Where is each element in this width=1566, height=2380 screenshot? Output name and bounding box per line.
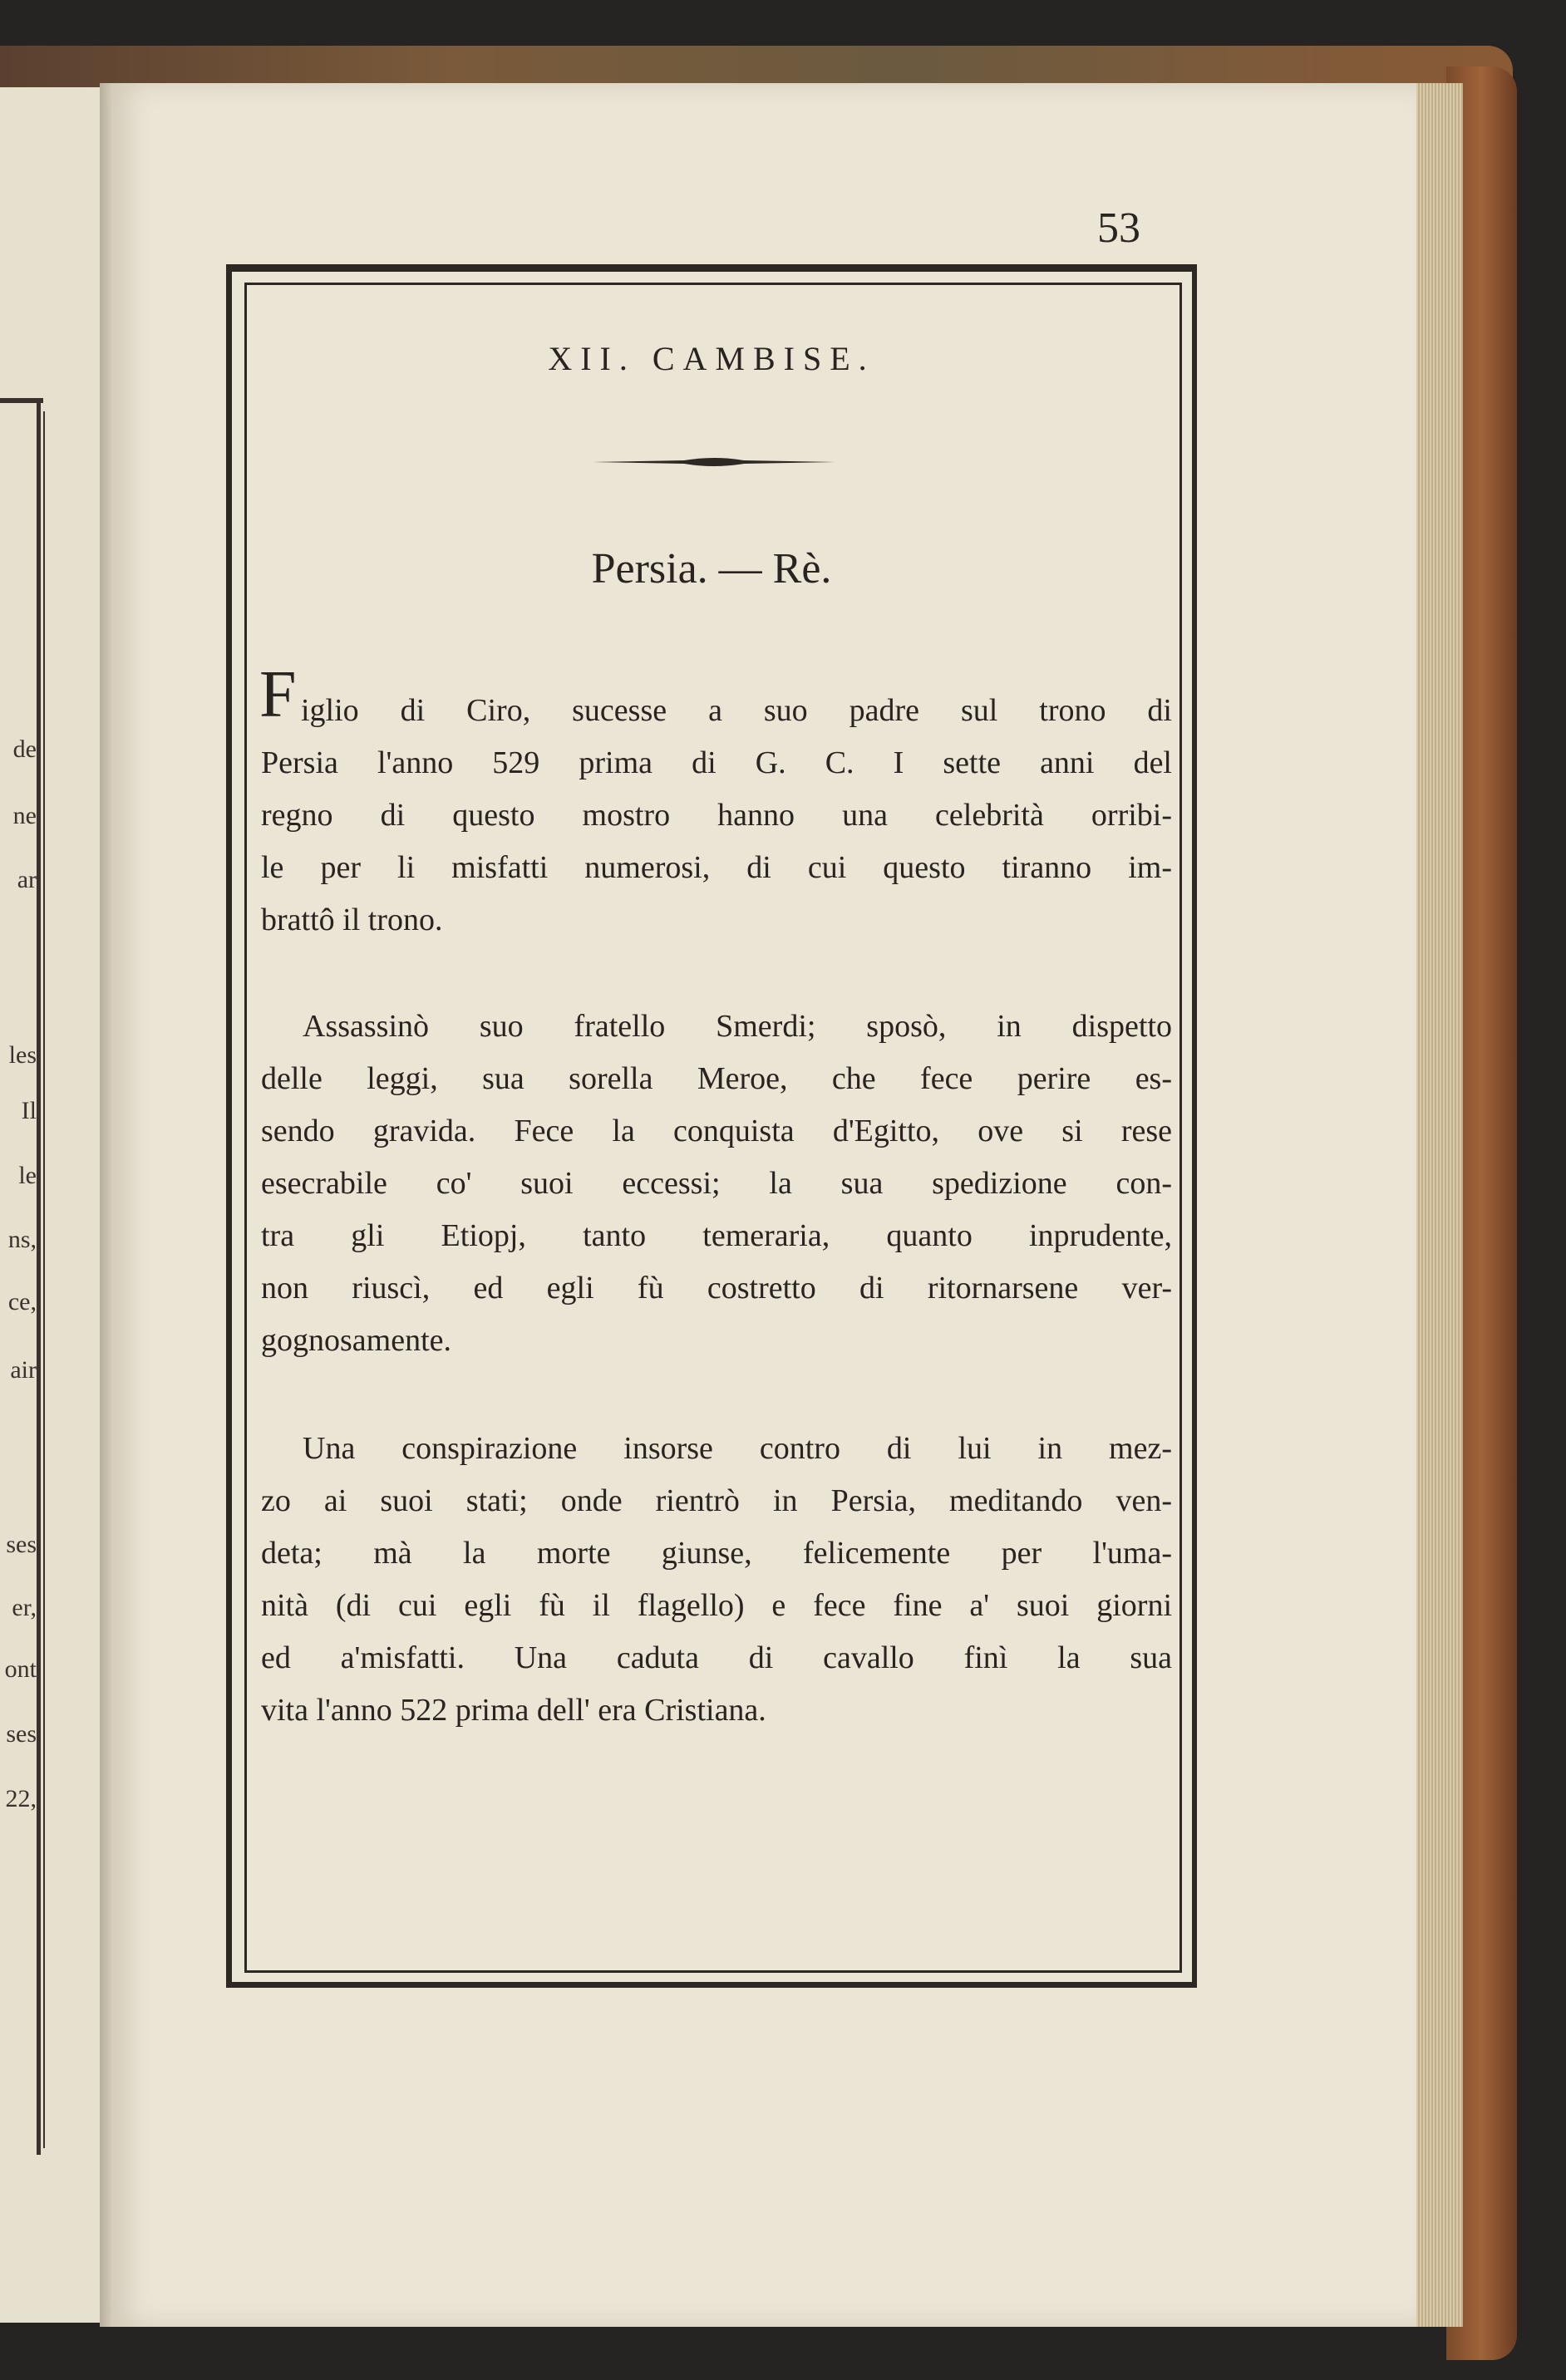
subtitle: Persia. — Rè. [591, 545, 832, 593]
page-edges [1413, 83, 1463, 2327]
left-page-text-fragment: le [18, 1162, 37, 1189]
ornament-divider [593, 455, 835, 469]
drop-cap: F [259, 658, 297, 731]
left-page-text-fragment: er, [12, 1594, 37, 1621]
left-page-text-fragment: ont [4, 1655, 37, 1683]
text-line: sendo gravida. Fece la conquista d'Egitto, ove si rese [261, 1114, 1172, 1148]
left-frame-line [37, 401, 41, 2155]
text-line: vita l'anno 522 prima dell' era Cristiana. [261, 1693, 766, 1728]
left-page-text-fragment: de [12, 735, 37, 763]
page-number: 53 [1097, 204, 1140, 252]
text-line: brattô il trono. [261, 902, 443, 937]
text-line: zo ai suoi stati; onde rientrò in Persia, meditando ven- [261, 1483, 1172, 1518]
text-line: nità (di cui egli fù il flagello) e fece fine a' suoi giorni [261, 1588, 1172, 1623]
left-page-text-fragment: ns, [7, 1226, 37, 1253]
text-line: iglio di Ciro, sucesse a suo padre sul trono di [301, 693, 1172, 728]
left-page [0, 87, 106, 2323]
text-line: tra gli Etiopj, tanto temeraria, quanto inprudente, [261, 1218, 1172, 1253]
text-line: Persia l'anno 529 prima di G. C. I sette anni del [261, 745, 1172, 780]
left-page-text-fragment: ne [12, 802, 37, 829]
text-line: Assassinò suo fratello Smerdi; sposò, in dispetto [303, 1009, 1172, 1044]
left-page-text-fragment: 22, [5, 1785, 37, 1812]
text-line: esecrabile co' suoi eccessi; la sua spedizione con- [261, 1166, 1172, 1201]
text-line: deta; mà la morte giunse, felicemente per l'uma- [261, 1536, 1172, 1571]
text-line: regno di questo mostro hanno una celebrità orribi- [261, 798, 1172, 833]
left-page-text-fragment: ses [6, 1720, 37, 1748]
text-line: delle leggi, sua sorella Meroe, che fece perire es- [261, 1061, 1172, 1096]
text-line: non riuscì, ed egli fù costretto di ritornarsene ver- [261, 1271, 1172, 1306]
text-line: ed a'misfatti. Una caduta di cavallo finì la sua [261, 1640, 1172, 1675]
left-page-text-fragment: air [10, 1356, 37, 1384]
text-line: le per li misfatti numerosi, di cui questo tiranno im- [261, 850, 1172, 885]
left-page-text-fragment: les [8, 1041, 37, 1069]
text-line: Una conspirazione insorse contro di lui in mez- [303, 1431, 1172, 1466]
left-page-text-fragment: Il [21, 1097, 37, 1124]
text-line: gognosamente. [261, 1323, 452, 1358]
left-page-text-fragment: ar [17, 866, 37, 893]
left-page-text-fragment: ce, [7, 1288, 37, 1315]
left-page-text-fragment: ses [6, 1531, 37, 1558]
chapter-title: XII. CAMBISE. [548, 340, 875, 377]
left-frame-line [43, 411, 45, 2148]
